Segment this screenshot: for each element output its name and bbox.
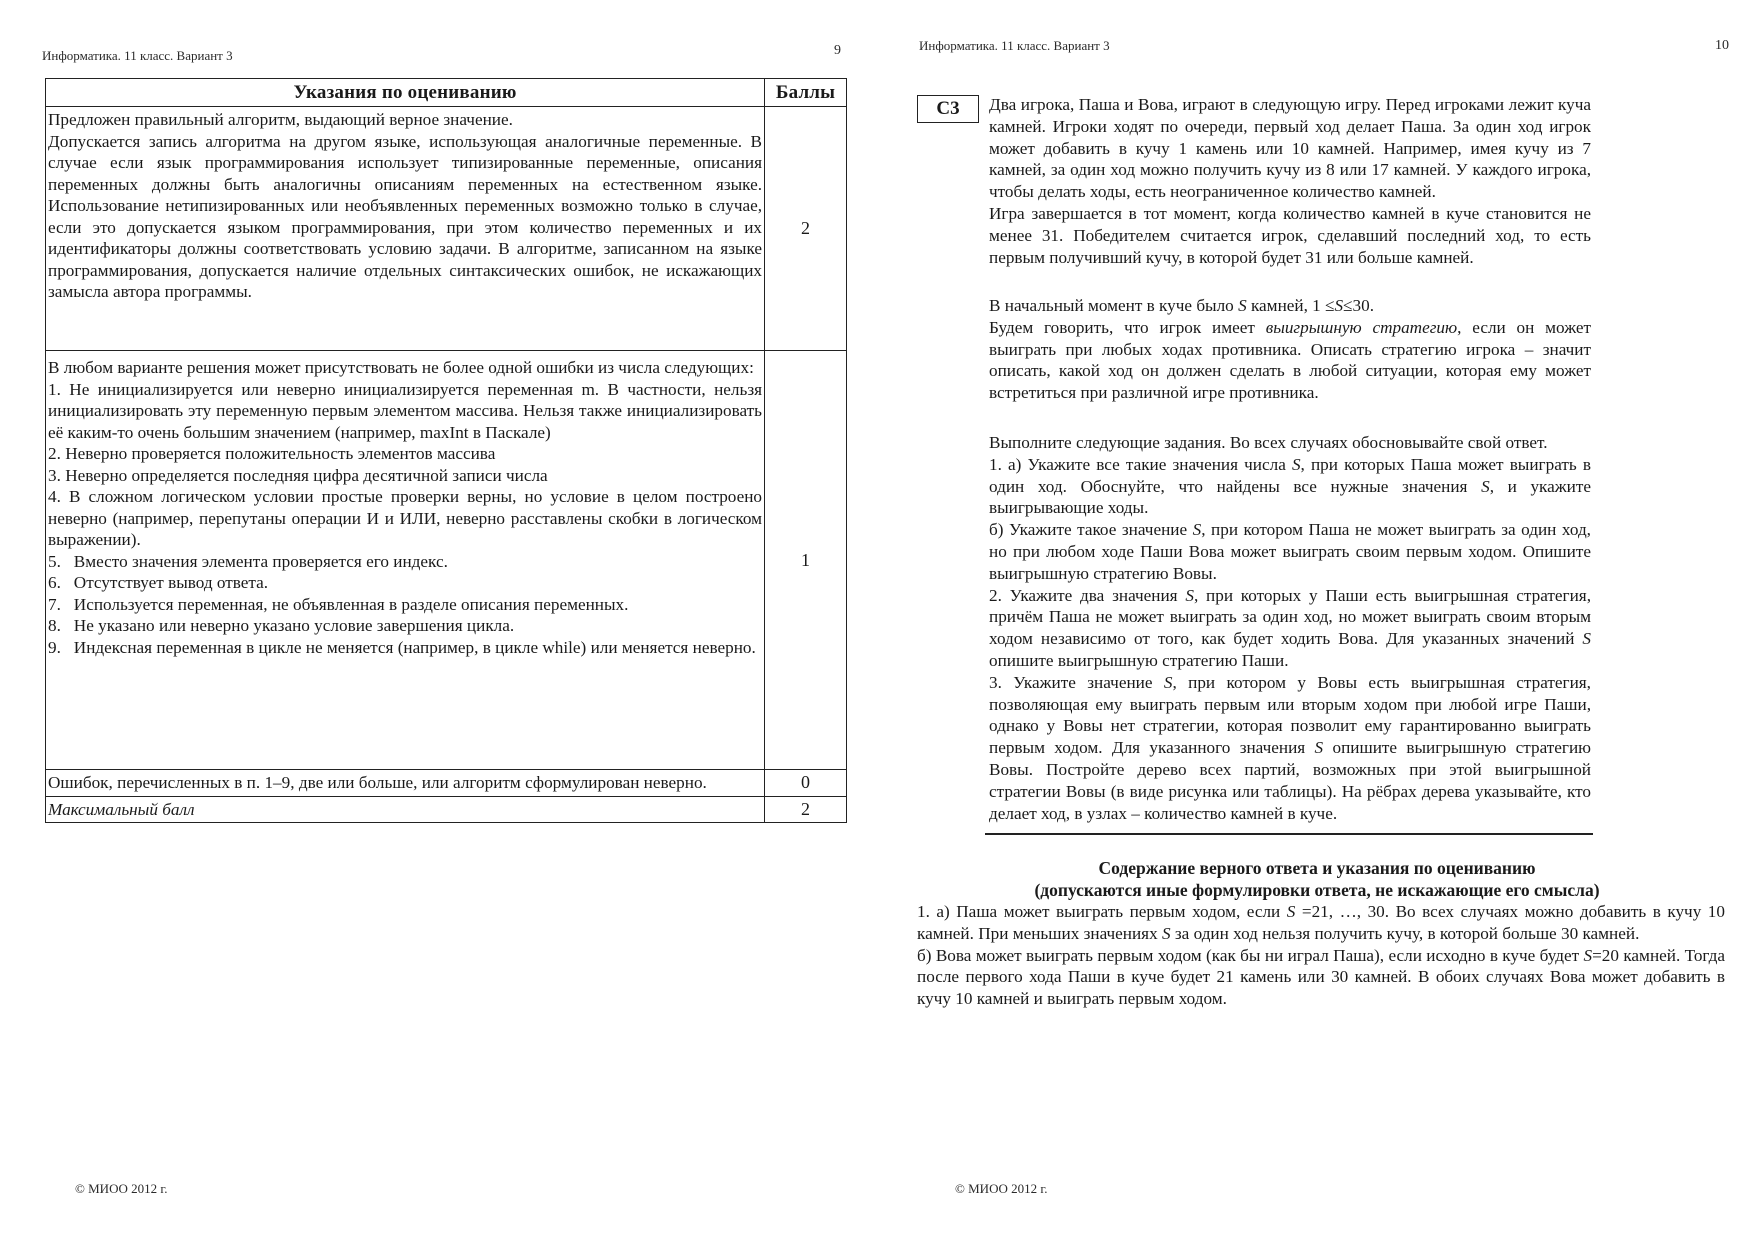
- table-header-row: [46, 79, 847, 107]
- page-number: 10: [1715, 38, 1729, 53]
- answer-body: [917, 901, 1725, 1010]
- task-questions: [989, 432, 1591, 824]
- task-paragraph: Игра завершается в тот момент, когда количество камней в куче становится не менее 31. Победителем считается игрок, сделавший последний ход, то есть первым получивший кучу, в которой будет 31 или больше камней.: [989, 203, 1591, 267]
- divider: [985, 833, 1593, 835]
- col-points-header: Баллы: [765, 79, 847, 107]
- question-2: 2. Укажите два значения S, при которых у Паши есть выигрышная стратегия, причём Паша не может выиграть за один ход, но может выиграть своим вторым ходом независимо от того, как будет ходить Вова. Для указанных значений S опишите выигрышную стратегию Паши.: [989, 585, 1591, 670]
- page-header: Информатика. 11 класс. Вариант 3: [42, 48, 233, 63]
- max-score-value: 2: [765, 796, 847, 823]
- answer-subtitle: (допускаются иные формулировки ответа, не искажающие его смысла): [1034, 880, 1600, 900]
- criteria-cell: Ошибок, перечисленных в п. 1–9, две или больше, или алгоритм сформулирован неверно.: [46, 770, 765, 797]
- task-paragraph: Будем говорить, что игрок имеет выигрышную стратегию, если он может выиграть при любых ходах противника. Описать стратегию игрока – значит описать, какой ход он должен сделать в любой ситуации, которая ему может встретиться при различной игре противника.: [989, 317, 1591, 403]
- error-item: 9. Индексная переменная в цикле не меняется (например, в цикле while) или меняется неверно.: [48, 637, 756, 657]
- error-item: 8. Не указано или неверно указано условие завершения цикла.: [48, 616, 515, 635]
- task-label-box: C3: [917, 95, 979, 123]
- max-score-label: Максимальный балл: [46, 796, 765, 823]
- grading-table: [45, 78, 847, 823]
- error-item: 4. В сложном логическом условии простые проверки верны, но условие в целом построено неверно (например, перепутаны операции И и ИЛИ, неверно расставлены скобки в логическом выражении).: [48, 487, 763, 549]
- criteria-cell: [46, 351, 765, 770]
- table-row: [46, 107, 847, 351]
- points-cell: 0: [765, 770, 847, 797]
- error-item: 5. Вместо значения элемента проверяется его индекс.: [48, 551, 448, 571]
- error-item: 3. Неверно определяется последняя цифра десятичной записи числа: [48, 465, 548, 485]
- task-paragraph: Два игрока, Паша и Вова, играют в следующую игру. Перед игроками лежит куча камней. Игроки ходят по очереди, первый ход делает Паша. За один ход игрок может добавить в кучу 1 камень или 10 камней. Например, имея кучу из 7 камней, за один ход можно получить кучу из 8 или 17 камней. У каждого игрока, чтобы делать ходы, есть неограниченное количество камней.: [989, 95, 1591, 202]
- question-1a: 1. а) Укажите все такие значения числа S, при которых Паша может выиграть в один ход. Обоснуйте, что найдены все нужные значения S, и укажите выигрывающие ходы.: [989, 454, 1591, 518]
- error-item: 2. Неверно проверяется положительность элементов массива: [48, 444, 496, 463]
- task-paragraph: Выполните следующие задания. Во всех случаях обосновывайте свой ответ.: [989, 433, 1548, 452]
- criteria-text: Предложен правильный алгоритм, выдающий верное значение.: [48, 110, 513, 129]
- task-conditions: [989, 94, 1591, 268]
- question-1b: б) Укажите такое значение S, при котором Паша не может выиграть за один ход, но при любом ходе Паши Вова может выиграть своим первым ходом. Опишите выигрышную стратегию Вовы.: [989, 520, 1591, 583]
- page-header: Информатика. 11 класс. Вариант 3: [919, 38, 1110, 53]
- col-criteria-header: Указания по оцениванию: [46, 79, 765, 107]
- error-item: 1. Не инициализируется или неверно инициализируется переменная m. В частности, нельзя инициализировать эту переменную первым элементом массива. Нельзя также инициализировать её каким-то очень большим значением (например, maxInt в Паскале): [48, 379, 763, 442]
- table-row: [46, 770, 847, 797]
- criteria-cell: [46, 107, 765, 351]
- page-footer: © МИОО 2012 г.: [75, 1181, 168, 1196]
- task-paragraph: В начальный момент в куче было S камней, 1 ≤S≤30.: [989, 296, 1375, 315]
- criteria-text: В любом варианте решения может присутствовать не более одной ошибки из числа следующих:: [48, 358, 754, 377]
- page-footer: © МИОО 2012 г.: [955, 1181, 1048, 1196]
- right-page: [877, 0, 1754, 1239]
- points-cell: 1: [765, 351, 847, 770]
- points-cell: 2: [765, 107, 847, 351]
- criteria-text: Допускается запись алгоритма на другом языке, использующая аналогичные переменные. В случае если язык программирования использует типизированные переменные, описания переменных должны быть аналогичны описаниям переменных на естественном языке. Использование нетипизированных или необъявленных переменных возможно только в случае, если это допускается языком программирования, при этом количество переменных и их идентификаторы должны соответствовать условию задачи. В алгоритме, записанном на языке программирования, допускается наличие отдельных синтаксических ошибок, не искажающих замысла автора программы.: [48, 131, 763, 301]
- question-3: 3. Укажите значение S, при котором у Вовы есть выигрышная стратегия, позволяющая ему выиграть первым или вторым ходом при любой игре Паши, однако у Вовы нет стратегии, которая позволит ему гарантированно выиграть первым ходом. Для указанного значения S опишите выигрышную стратегию Вовы. Постройте дерево всех партий, возможных при этой выигрышной стратегии Вовы (в виде рисунка или таблицы). На рёбрах дерева указывайте, кто делает ход, в узлах – количество камней в куче.: [989, 672, 1592, 823]
- error-item: 7. Используется переменная, не объявленная в разделе описания переменных.: [48, 594, 629, 614]
- answer-paragraph: 1. а) Паша может выиграть первым ходом, если S =21, …, 30. Во всех случаях можно добавить в кучу 10 камней. При меньших значениях S за один ход нельзя получить кучу, в которой больше 30 камней.: [917, 902, 1725, 943]
- error-item: 6. Отсутствует вывод ответа.: [48, 573, 269, 592]
- task-definitions: [989, 295, 1591, 404]
- max-score-row: [46, 796, 847, 823]
- answer-title: Содержание верного ответа и указания по оцениванию: [1098, 858, 1536, 878]
- table-row: [46, 351, 847, 770]
- page-number: 9: [834, 43, 841, 58]
- answer-paragraph: б) Вова может выиграть первым ходом (как бы ни играл Паша), если исходно в куче будет S=20 камней. Тогда после первого хода Паши в куче будет 21 камень или 30 камней. В обоих случаях Вова может добавить в кучу 10 камней и выиграть первым ходом.: [917, 945, 1725, 1009]
